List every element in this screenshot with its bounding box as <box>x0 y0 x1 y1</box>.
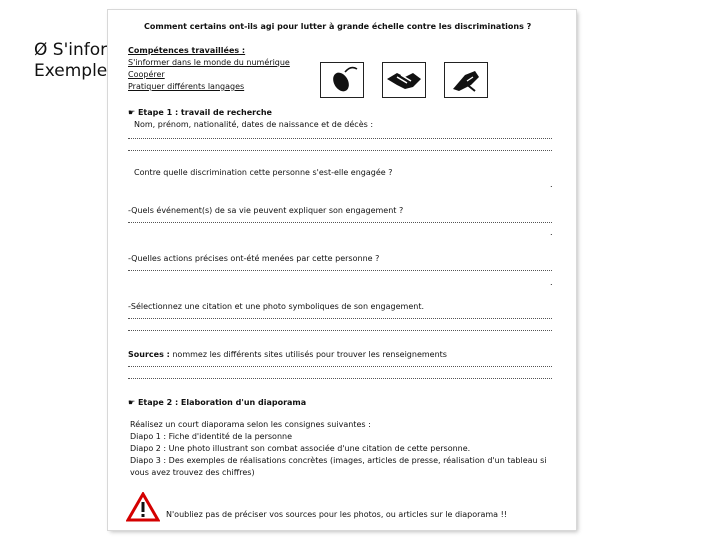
answer-line <box>128 270 552 271</box>
question-actions: -Quelles actions précises ont-été menées par cette personne ? <box>128 254 380 263</box>
question-discrimination: Contre quelle discrimination cette personne s'est-elle engagée ? <box>134 168 393 177</box>
sources-text: nommez les différents sites utilisés pour trouver les renseignements <box>169 350 447 359</box>
diapo-item: Diapo 2 : Une photo illustrant son combat associée d'une citation de cette personne. <box>130 444 471 453</box>
diapo-item: Diapo 1 : Fiche d'identité de la personne <box>130 432 293 441</box>
answer-line <box>128 378 552 379</box>
etape1-heading: ☛ Etape 1 : travail de recherche <box>128 108 272 117</box>
bullet-text-1: S'infor <box>52 40 108 60</box>
competence-item: S'informer dans le monde du numérique <box>128 58 290 67</box>
slide-bullet-line-1 <box>34 40 107 60</box>
competence-item: Pratiquer différents langages <box>128 82 245 91</box>
competences-heading: Compétences travaillées : <box>128 46 246 55</box>
warning-icon <box>126 492 160 522</box>
slide-bullet-line-2: Exemple <box>34 61 108 81</box>
mouse-icon <box>320 62 364 98</box>
question-identity: Nom, prénom, nationalité, dates de naissance et de décès : <box>134 120 374 129</box>
worksheet-image <box>108 10 576 530</box>
diapo-item: Diapo 3 : Des exemples de réalisations concrètes (images, articles de presse, réalisation d'un tableau si <box>130 456 547 465</box>
question-events: -Quels événement(s) de sa vie peuvent expliquer son engagement ? <box>128 206 404 215</box>
answer-line: . <box>550 278 553 287</box>
answer-line: . <box>550 180 553 189</box>
answer-line <box>128 150 552 151</box>
question-citation: -Sélectionnez une citation et une photo symboliques de son engagement. <box>128 302 424 311</box>
warning-text: N'oubliez pas de préciser vos sources pour les photos, ou articles sur le diaporama !! <box>166 510 507 519</box>
answer-line <box>128 366 552 367</box>
sources-line <box>128 350 447 360</box>
diapo-intro: Réalisez un court diaporama selon les consignes suivantes : <box>130 420 371 429</box>
answer-line <box>128 138 552 139</box>
pointing-hand-icon: ☛ <box>128 398 136 407</box>
pointing-hand-icon: ☛ <box>128 108 136 117</box>
handshake-icon <box>382 62 426 98</box>
writing-hand-icon <box>444 62 488 98</box>
etape2-heading: ☛ Etape 2 : Elaboration d'un diaporama <box>128 398 307 407</box>
sources-label: Sources : <box>128 350 170 359</box>
answer-line <box>128 318 552 319</box>
answer-line <box>128 222 552 223</box>
competence-item: Coopérer <box>128 70 165 79</box>
answer-line <box>128 330 552 331</box>
bullet-arrow-icon: Ø <box>34 40 48 60</box>
worksheet-title: Comment certains ont-ils agi pour lutter à grande échelle contre les discriminations ? <box>144 22 532 31</box>
answer-line: . <box>550 228 553 237</box>
diapo-item: vous avez trouvez des chiffres) <box>130 468 255 477</box>
